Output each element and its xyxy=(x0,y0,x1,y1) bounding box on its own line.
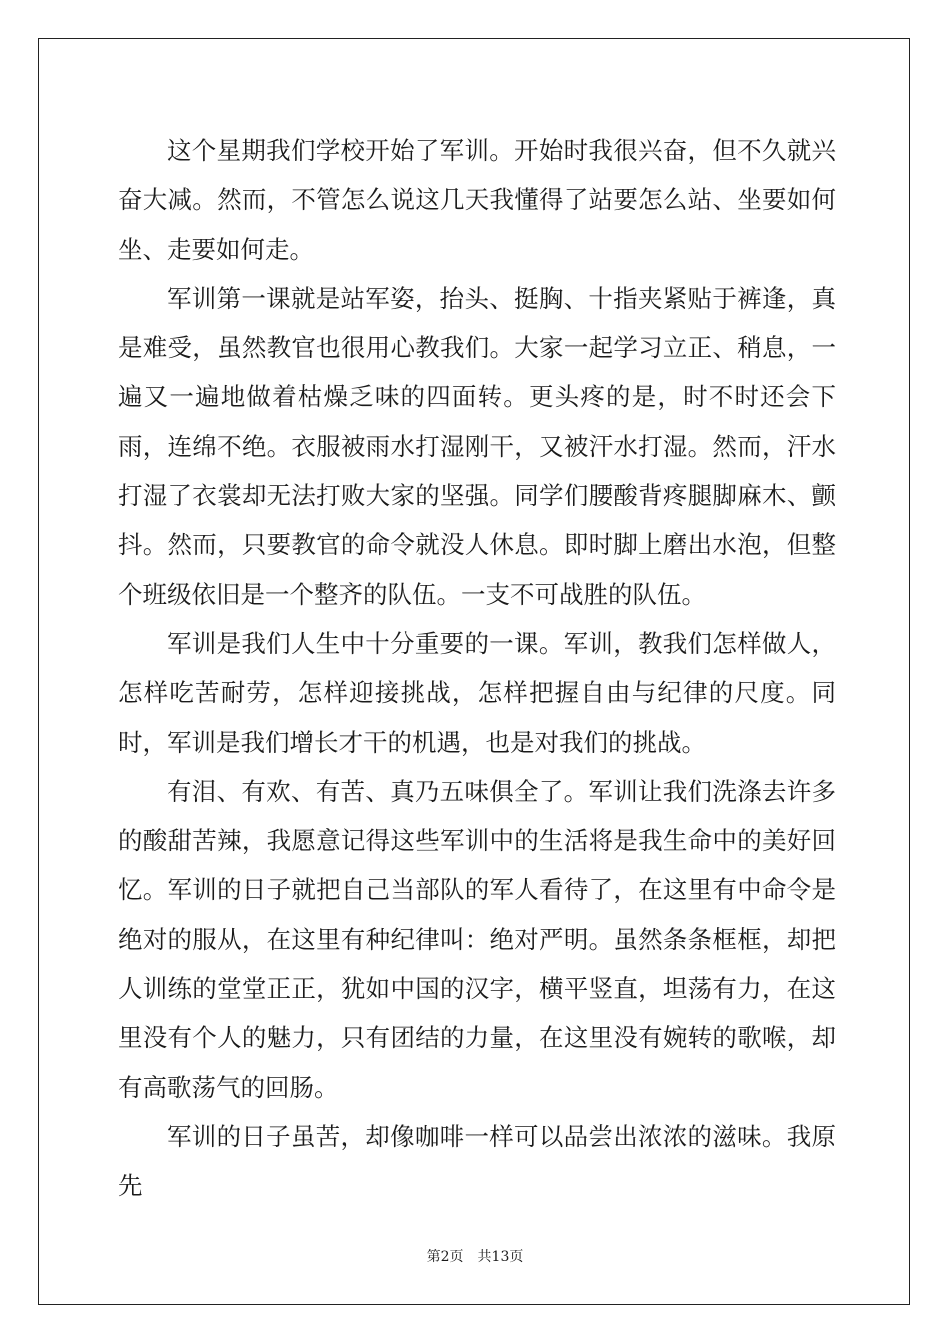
page-number: 第2页 xyxy=(426,1249,464,1265)
paragraph: 有泪、有欢、有苦、真乃五味俱全了。军训让我们洗涤去许多的酸甜苦辣，我愿意记得这些军训中的生活将是我生命中的美好回忆。军训的日子就把自己当部队的军人看待了，在这里有中命令是绝对的服从，在这里有种纪律叫：绝对严明。虽然条条框框，却把人训练的堂堂正正，犹如中国的汉字，横平竖直，坦荡有力，在这里没有个人的魅力，只有团结的力量，在这里没有婉转的歌喉，却有高歌荡气的回肠。 xyxy=(118,776,836,1102)
page-footer xyxy=(0,1246,950,1266)
paragraph: 军训的日子虽苦，却像咖啡一样可以品尝出浓浓的滋味。我原先 xyxy=(118,1121,836,1201)
paragraph: 军训第一课就是站军姿，抬头、挺胸、十指夹紧贴于裤逢，真是难受，虽然教官也很用心教我们。大家一起学习立正、稍息，一遍又一遍地做着枯燥乏味的四面转。更头疼的是，时不时还会下雨，连绵不绝。衣服被雨水打湿刚干，又被汗水打湿。然而，汗水打湿了衣裳却无法打败大家的坚强。同学们腰酸背疼腿脚麻木、颤抖。然而，只要教官的命令就没人休息。即时脚上磨出水泡，但整个班级依旧是一个整齐的队伍。一支不可战胜的队伍。 xyxy=(118,283,836,609)
document-body xyxy=(118,126,836,1211)
page-total: 共13页 xyxy=(477,1249,524,1265)
paragraph: 这个星期我们学校开始了军训。开始时我很兴奋，但不久就兴奋大减。然而，不管怎么说这几天我懂得了站要怎么站、坐要如何坐、走要如何走。 xyxy=(118,136,836,264)
paragraph: 军训是我们人生中十分重要的一课。军训，教我们怎样做人，怎样吃苦耐劳，怎样迎接挑战，怎样把握自由与纪律的尺度。同时，军训是我们增长才干的机遇，也是对我们的挑战。 xyxy=(118,628,836,757)
